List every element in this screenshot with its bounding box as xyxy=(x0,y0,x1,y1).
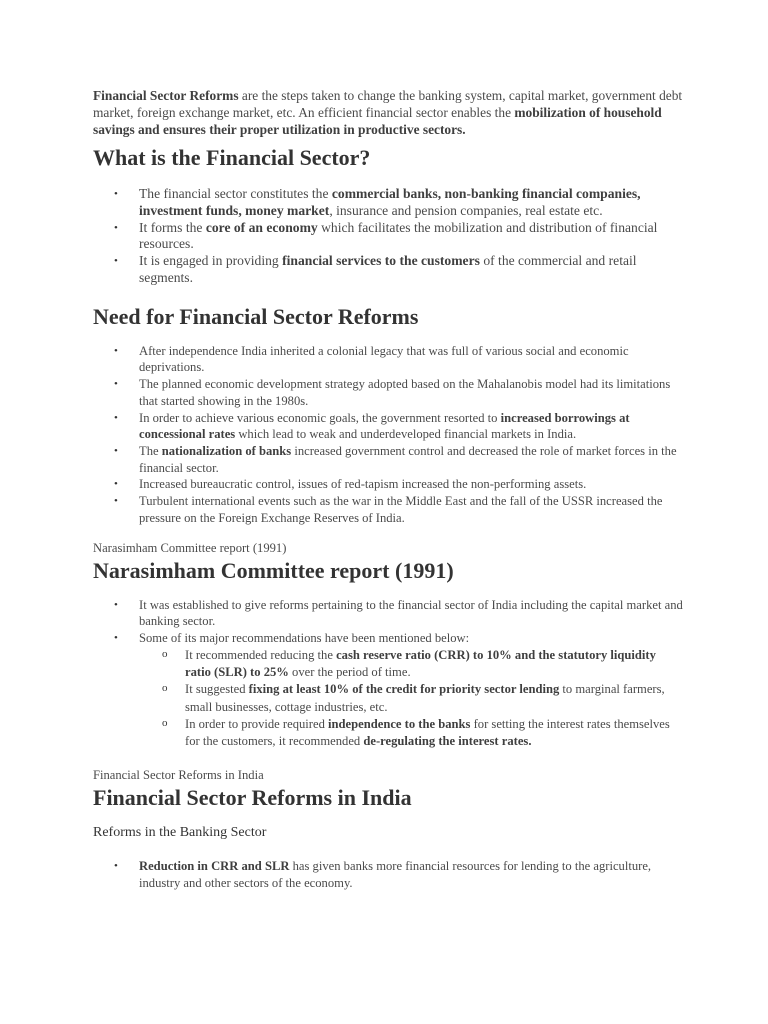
need-for-reforms-list xyxy=(93,343,683,527)
intro-bold-term: Financial Sector Reforms xyxy=(93,88,239,103)
list-item xyxy=(93,597,683,630)
sublist-item xyxy=(139,716,683,751)
item-text: over the period of time. xyxy=(288,664,411,679)
item-text: In order to achieve various economic goals, the government resorted to xyxy=(139,410,501,425)
item-text: It recommended reducing the xyxy=(185,647,337,662)
recommendations-sublist xyxy=(139,647,683,751)
banking-reforms-list xyxy=(93,858,683,891)
item-bold: financial services to the customers xyxy=(282,253,480,269)
heading-reforms-in-india: Financial Sector Reforms in India xyxy=(93,785,412,811)
item-text: It is engaged in providing xyxy=(139,253,283,269)
list-item xyxy=(93,343,683,376)
item-text: to marginal farmers, small businesses, cottage industries, etc. xyxy=(185,682,665,714)
item-bold: de-regulating the interest rates. xyxy=(363,734,532,749)
intro-paragraph xyxy=(93,87,683,138)
intro-text: are the steps taken to change the banking system, capital market, government debt market, foreign exchange market, etc. An efficient financial sector enables the xyxy=(93,88,683,120)
sublist-item xyxy=(139,681,683,716)
item-text: increased government control and decreased the role of market forces in the financial sector. xyxy=(139,444,677,475)
list-item xyxy=(93,476,683,493)
item-text: of the commercial and retail segments. xyxy=(139,253,637,285)
narasimham-label: Narasimham Committee report (1991) xyxy=(93,540,287,555)
narasimham-list xyxy=(93,597,683,751)
item-text: The financial sector constitutes the xyxy=(139,186,332,201)
list-item xyxy=(93,410,683,443)
document-page xyxy=(93,87,683,892)
heading-need-for-reforms: Need for Financial Sector Reforms xyxy=(93,303,419,329)
item-bold: nationalization of banks xyxy=(161,444,292,458)
item-bold: increased borrowings at concessional rates xyxy=(139,410,630,442)
list-item xyxy=(93,253,683,287)
item-text: After independence India inherited a colonial legacy that was full of various social and economic deprivations. xyxy=(139,343,629,375)
item-bold: cash reserve ratio (CRR) to 10% and the statutory liquidity ratio (SLR) to 25% xyxy=(185,647,656,679)
item-text: Increased bureaucratic control, issues of red-tapism increased the non-performing assets. xyxy=(139,477,587,492)
item-bold: Reduction in CRR and SLR xyxy=(139,859,290,874)
financial-sector-list xyxy=(93,186,683,287)
heading-narasimham-committee: Narasimham Committee report (1991) xyxy=(93,557,454,583)
list-item xyxy=(93,630,683,750)
list-item xyxy=(93,376,683,409)
item-text: which facilitates the mobilization and distribution of financial resources. xyxy=(139,219,658,252)
item-bold: commercial banks, non-banking financial companies, investment funds, money market xyxy=(139,186,641,218)
item-text: It suggested xyxy=(185,682,249,697)
item-text: It forms the xyxy=(139,219,206,235)
item-text: In order to provide required xyxy=(185,716,329,731)
item-bold: core of an economy xyxy=(205,219,318,235)
item-bold: independence to the banks xyxy=(328,716,471,731)
item-bold: fixing at least 10% of the credit for priority sector lending xyxy=(248,682,560,697)
list-item xyxy=(93,493,683,526)
narasimham-section xyxy=(93,597,683,751)
item-text: The planned economic development strategy adopted based on the Mahalanobis model had its limitations that started showing in the 1980s. xyxy=(139,377,671,408)
item-text: for setting the interest rates themselves for the customers, it recommended xyxy=(185,716,670,749)
list-item xyxy=(93,220,683,254)
item-text: Some of its major recommendations have been mentioned below: xyxy=(139,630,470,645)
item-text: , insurance and pension companies, real estate etc. xyxy=(329,202,603,218)
item-text: has given banks more financial resources for lending to the agriculture, industry and other sectors of the economy. xyxy=(139,859,652,891)
list-item xyxy=(93,186,683,220)
heading-what-is-financial-sector: What is the Financial Sector? xyxy=(93,145,371,170)
list-item xyxy=(93,443,683,476)
item-text: which lead to weak and underdeveloped financial markets in India. xyxy=(235,427,577,442)
subheading-banking-reforms: Reforms in the Banking Sector xyxy=(93,825,267,841)
sublist-item xyxy=(139,647,683,682)
item-text: The xyxy=(139,444,162,458)
reforms-india-label: Financial Sector Reforms in India xyxy=(93,768,264,783)
intro-bold-phrase: mobilization of household savings and ensures their proper utilization in productive sectors. xyxy=(93,105,662,137)
item-text: Turbulent international events such as the war in the Middle East and the fall of the USSR increased the pressure on the Foreign Exchange Reserves of India. xyxy=(139,494,663,525)
item-text: It was established to give reforms pertaining to the financial sector of India including the capital market and banking sector. xyxy=(139,597,683,629)
list-item xyxy=(93,858,683,891)
